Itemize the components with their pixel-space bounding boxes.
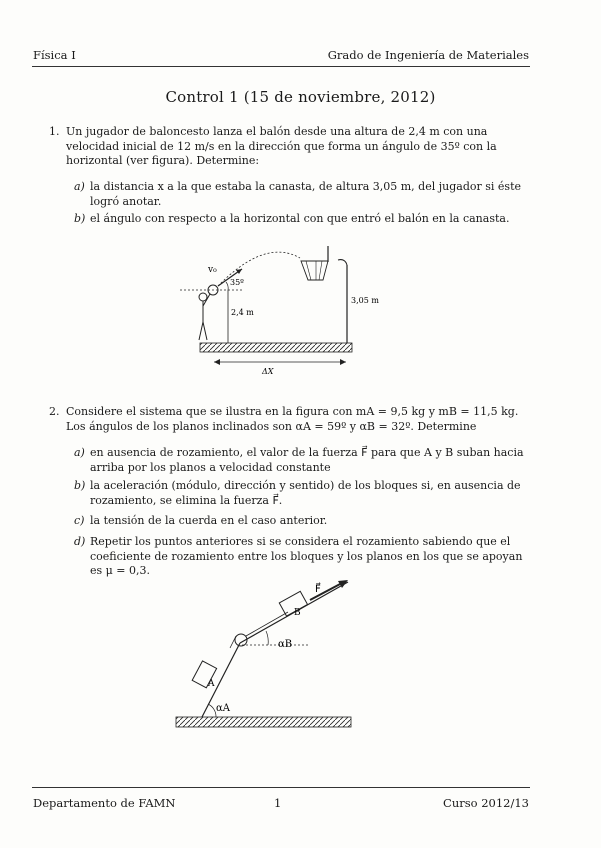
- problem-2-number: 2.: [49, 405, 60, 418]
- velocity-label: v₀: [208, 265, 217, 275]
- problem-2b-text: la aceleración (módulo, dirección y sentido) de los bloques si, en ausencia de rozamiento, se elimina la fuerza F⃗.: [90, 479, 521, 507]
- ground-2: [176, 717, 351, 727]
- block-a-label: A: [208, 679, 215, 689]
- basket-net: [301, 261, 328, 280]
- header-rule: [32, 66, 530, 67]
- problem-2c-text: la tensión de la cuerda en el caso anterior.: [90, 514, 328, 527]
- basketball-figure: [170, 240, 410, 380]
- angle-label: 35º: [230, 278, 244, 287]
- page-number: 1: [274, 796, 282, 810]
- problem-2d-text: Repetir los puntos anteriores si se considera el rozamiento sabiendo que el coeficiente de rozamiento entre los bloques y los planos en los que se apoyan es μ = 0,3.: [90, 535, 523, 577]
- ground: [200, 343, 352, 352]
- problem-1b-label: b): [74, 212, 86, 225]
- distance-label: ΔX: [262, 367, 274, 376]
- alpha-a-label: αA: [216, 703, 230, 714]
- footer-rule: [32, 787, 530, 788]
- height-player-label: 2,4 m: [231, 308, 254, 317]
- problem-2b-label: b): [74, 479, 86, 492]
- problem-1b-text: el ángulo con respecto a la horizontal con que entró el balón en la canasta.: [90, 212, 510, 225]
- problem-2a-label: a): [74, 446, 85, 459]
- block-b-label: B: [294, 608, 301, 618]
- problem-2-statement: Considere el sistema que se ilustra en la figura con mA = 9,5 kg y mB = 11,5 kg. Los ángulos de los planos inclinados son αA = 59º y αB = 32º. Determine: [66, 405, 519, 433]
- player: [199, 293, 210, 340]
- footer-course-year: Curso 2012/13: [443, 796, 529, 810]
- problem-1a-label: a): [74, 180, 85, 193]
- inclined-planes-figure: [170, 570, 380, 740]
- page-title: Control 1 (15 de noviembre, 2012): [165, 88, 436, 106]
- force-label: F⃗: [315, 584, 321, 595]
- problem-2c-label: c): [74, 514, 85, 527]
- problem-1-number: 1.: [49, 125, 60, 138]
- problem-2d-label: d): [74, 535, 86, 548]
- footer-department: Departamento de FAMN: [33, 796, 176, 810]
- height-basket-label: 3,05 m: [351, 296, 379, 305]
- alpha-b-label: αB: [278, 639, 293, 650]
- problem-1-statement: Un jugador de baloncesto lanza el balón desde una altura de 2,4 m con una velocidad inicial de 12 m/s en la dirección que forma un ángulo de 35º con la horizontal (ver figura). Determine:: [66, 125, 497, 167]
- header-degree: Grado de Ingeniería de Materiales: [327, 48, 529, 62]
- problem-2a-text: en ausencia de rozamiento, el valor de la fuerza F⃗ para que A y B suban hacia arriba por los planos a velocidad constante: [90, 446, 524, 474]
- header-course: Física I: [33, 48, 76, 62]
- problem-1a-text: la distancia x a la que estaba la canasta, de altura 3,05 m, del jugador si éste logró anotar.: [90, 180, 521, 208]
